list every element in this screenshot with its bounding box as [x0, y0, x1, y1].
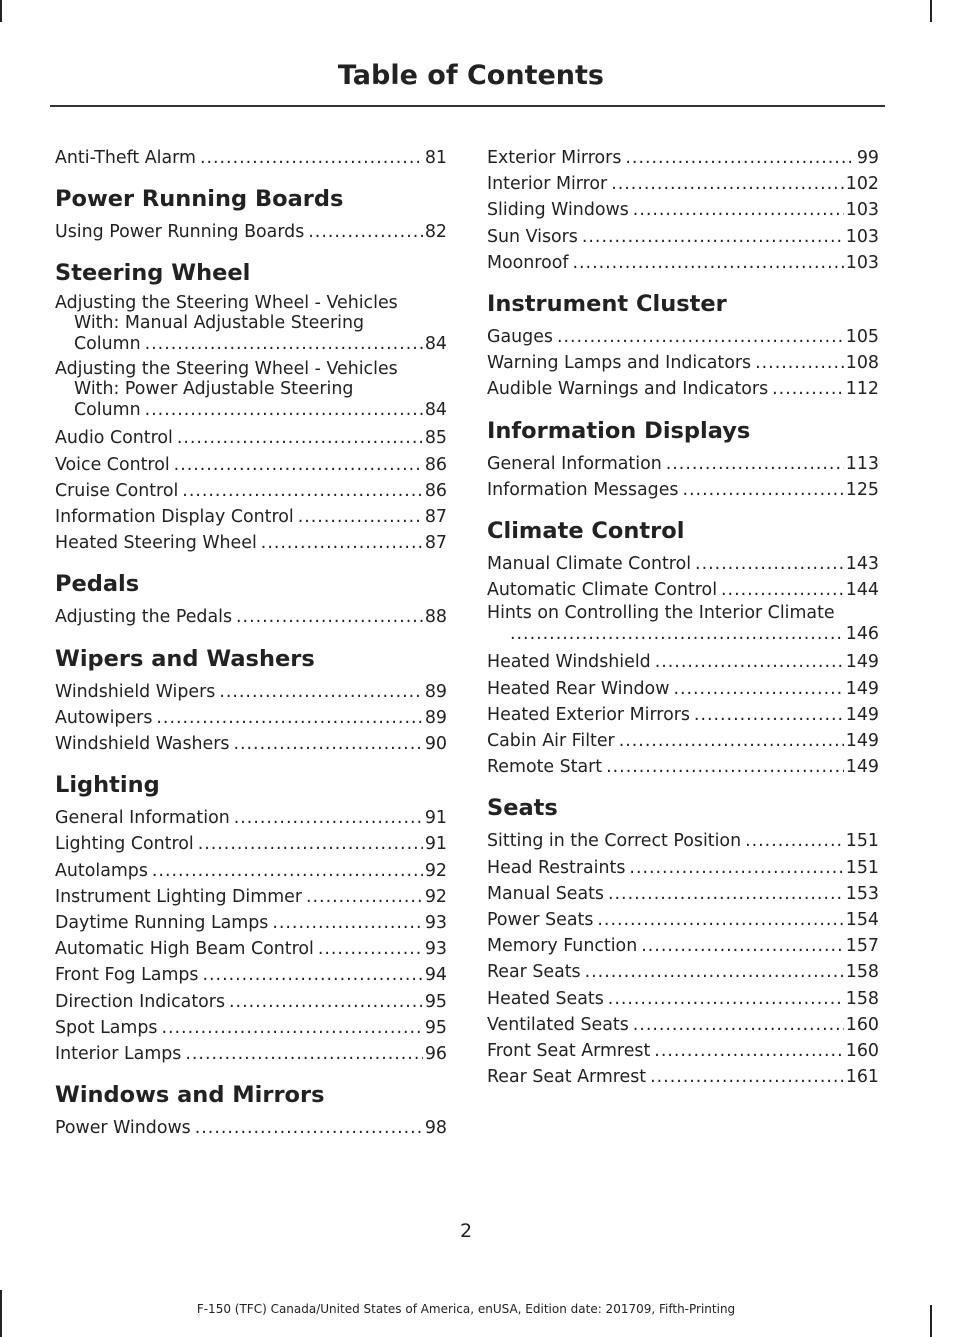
dot-leader [608, 986, 844, 1012]
toc-entry[interactable] [487, 324, 879, 350]
entry-title: Audible Warnings and Indicators [487, 379, 769, 400]
entry-title-line: With: Power Adjustable Steering [74, 379, 354, 400]
dot-leader [198, 831, 423, 857]
entry-title: Heated Seats [487, 988, 604, 1009]
entry-page: 96 [424, 1044, 447, 1065]
entry-title: Interior Lamps [55, 1044, 182, 1065]
dot-leader [161, 1015, 422, 1041]
dot-leader [611, 171, 844, 197]
page-title: Table of Contents [337, 60, 604, 91]
dot-leader [755, 350, 844, 376]
entry-page: 146 [845, 624, 879, 645]
entry-title-line: Adjusting the Steering Wheel - Vehicles [55, 293, 398, 314]
toc-entry[interactable] [55, 504, 447, 530]
toc-column-right [487, 145, 879, 1090]
section-heading: Seats [487, 795, 558, 822]
entry-page: 86 [424, 454, 447, 475]
toc-entry[interactable] [487, 881, 879, 907]
entry-title: Spot Lamps [55, 1017, 158, 1038]
toc-entry[interactable] [487, 907, 879, 933]
dot-leader [318, 936, 423, 962]
dot-leader [298, 504, 423, 530]
entry-page: 157 [845, 936, 879, 957]
page-number: 2 [459, 1220, 473, 1242]
toc-entry[interactable] [487, 676, 879, 702]
toc-entry[interactable] [487, 224, 879, 250]
entry-title: Adjusting the Pedals [55, 607, 233, 628]
toc-entry[interactable] [55, 604, 447, 630]
toc-entry[interactable] [487, 1064, 879, 1090]
entry-page: 149 [845, 757, 879, 778]
dot-leader [650, 1064, 844, 1090]
dot-leader [572, 250, 843, 276]
entry-title: Cabin Air Filter [487, 731, 615, 752]
entry-page: 158 [845, 988, 879, 1009]
section-heading: Lighting [55, 772, 160, 799]
entry-title: Front Seat Armrest [487, 1041, 651, 1062]
dot-leader [641, 933, 844, 959]
toc-entry[interactable] [55, 478, 447, 504]
toc-entry[interactable] [487, 828, 879, 854]
toc-entry[interactable] [55, 425, 447, 451]
entry-page: 108 [845, 353, 879, 374]
section-heading: Wipers and Washers [55, 645, 315, 672]
dot-leader [673, 676, 843, 702]
entry-title: Gauges [487, 327, 553, 348]
entry-page: 82 [424, 222, 447, 243]
entry-page: 149 [845, 678, 879, 699]
dot-leader [182, 478, 423, 504]
toc-entry[interactable] [55, 989, 447, 1015]
toc-entry[interactable] [487, 477, 879, 503]
entry-title: General Information [55, 808, 230, 829]
crop-mark-top-right [930, 0, 932, 22]
entry-title: Rear Seats [487, 962, 581, 983]
toc-entry[interactable] [487, 649, 879, 675]
entry-title: Cruise Control [55, 480, 179, 501]
entry-page: 113 [845, 453, 879, 474]
entry-page: 81 [424, 148, 447, 168]
entry-title: Head Restraints [487, 857, 626, 878]
entry-title: Moonroof [487, 252, 569, 273]
entry-title-last: Column [74, 334, 141, 355]
entry-page: 95 [424, 1017, 447, 1038]
section-heading: Climate Control [487, 518, 685, 545]
entry-page: 160 [845, 1014, 879, 1035]
entry-page: 112 [845, 379, 879, 400]
entry-title: Daytime Running Lamps [55, 913, 269, 934]
entry-page: 98 [424, 1118, 447, 1139]
dot-leader [177, 425, 423, 451]
entry-page: 93 [424, 913, 447, 934]
entry-title: Manual Climate Control [487, 554, 692, 575]
entry-page: 85 [424, 428, 447, 449]
entry-title: Automatic High Beam Control [55, 939, 314, 960]
toc-entry[interactable] [55, 705, 447, 731]
toc-entry[interactable] [487, 986, 879, 1012]
entry-title: Heated Steering Wheel [55, 533, 257, 554]
entry-page: 125 [845, 479, 879, 500]
toc-entry[interactable] [487, 933, 879, 959]
dot-leader [308, 219, 423, 245]
toc-entry[interactable] [487, 197, 879, 223]
entry-title: Anti-Theft Alarm [55, 148, 196, 168]
toc-entry[interactable] [487, 551, 879, 577]
toc-entry[interactable] [55, 936, 447, 962]
entry-title: Exterior Mirrors [487, 148, 622, 168]
toc-entry[interactable] [487, 1038, 879, 1064]
entry-page: 151 [845, 857, 879, 878]
dot-leader [694, 702, 844, 728]
entry-title: General Information [487, 453, 662, 474]
entry-title-line: Hints on Controlling the Interior Climate [487, 603, 835, 624]
dot-leader [233, 731, 422, 757]
entry-page: 92 [424, 886, 447, 907]
dot-leader [585, 959, 844, 985]
entry-page: 84 [424, 334, 447, 355]
entry-title-line: Adjusting the Steering Wheel - Vehicles [55, 359, 398, 380]
entry-title: Automatic Climate Control [487, 580, 718, 601]
dot-leader [145, 333, 423, 355]
entry-page: 149 [845, 731, 879, 752]
section-heading: Power Running Boards [55, 186, 344, 213]
dot-leader [152, 858, 423, 884]
dot-leader [200, 145, 423, 171]
toc-entry[interactable] [487, 702, 879, 728]
entry-page: 89 [424, 681, 447, 702]
dot-leader [272, 910, 423, 936]
entry-page: 153 [845, 883, 879, 904]
entry-page: 86 [424, 480, 447, 501]
toc-entry[interactable] [487, 1012, 879, 1038]
entry-title: Remote Start [487, 757, 603, 778]
dot-leader [582, 224, 844, 250]
dot-leader [174, 452, 423, 478]
entry-page: 151 [845, 831, 879, 852]
entry-title: Audio Control [55, 428, 173, 449]
entry-title: Warning Lamps and Indicators [487, 353, 752, 374]
section-heading: Steering Wheel [55, 260, 251, 287]
entry-page: 103 [845, 226, 879, 247]
toc-entry[interactable] [55, 145, 447, 171]
entry-title-line: With: Manual Adjustable Steering [74, 313, 365, 334]
entry-page: 84 [424, 400, 447, 421]
entry-page: 144 [845, 580, 879, 601]
dot-leader [654, 1038, 844, 1064]
dot-leader [306, 884, 423, 910]
dot-leader [219, 679, 423, 705]
dot-leader [185, 1041, 423, 1067]
section-heading: Instrument Cluster [487, 291, 727, 318]
toc-entry[interactable] [55, 530, 447, 556]
entry-page: 87 [424, 507, 447, 528]
entry-last-line [487, 623, 879, 645]
entry-title: Power Windows [55, 1118, 191, 1139]
toc-entry[interactable] [55, 452, 447, 478]
entry-title: Windshield Washers [55, 734, 230, 755]
dot-leader [608, 881, 844, 907]
section-heading: Windows and Mirrors [55, 1082, 325, 1109]
dot-leader [695, 551, 844, 577]
entry-page: 102 [845, 174, 879, 195]
entry-page: 158 [845, 962, 879, 983]
toc-entry[interactable] [487, 728, 879, 754]
dot-leader [721, 577, 844, 603]
toc-entry[interactable] [55, 731, 447, 757]
dot-leader [625, 145, 854, 171]
entry-page: 103 [845, 252, 879, 273]
dot-leader [633, 1012, 844, 1038]
entry-title: Memory Function [487, 936, 638, 957]
entry-title: Information Messages [487, 479, 679, 500]
entry-title: Using Power Running Boards [55, 222, 305, 243]
entry-title: Heated Exterior Mirrors [487, 704, 690, 725]
dot-leader [234, 805, 423, 831]
entry-page: 154 [845, 910, 879, 931]
entry-page: 87 [424, 533, 447, 554]
toc-entry[interactable] [487, 959, 879, 985]
toc-column-left [55, 145, 447, 1141]
entry-title: Power Seats [487, 910, 594, 931]
entry-title: Instrument Lighting Dimmer [55, 886, 302, 907]
entry-title: Manual Seats [487, 883, 604, 904]
entry-title: Sitting in the Correct Position [487, 831, 742, 852]
toc-entry[interactable] [55, 219, 447, 245]
dot-leader [229, 989, 423, 1015]
entry-title: Direction Indicators [55, 991, 226, 1012]
entry-title: Interior Mirror [487, 174, 608, 195]
entry-page: 161 [845, 1067, 879, 1088]
dot-leader [236, 604, 423, 630]
dot-leader [195, 1115, 423, 1141]
entry-page: 88 [424, 607, 447, 628]
toc-entry[interactable] [55, 679, 447, 705]
entry-page: 160 [845, 1041, 879, 1062]
entry-page: 95 [424, 991, 447, 1012]
dot-leader [156, 705, 422, 731]
entry-last-line [55, 333, 447, 355]
toc-entry[interactable] [487, 577, 879, 603]
toc-entry[interactable] [487, 350, 879, 376]
entry-page: 91 [424, 808, 447, 829]
dot-leader [655, 649, 844, 675]
entry-page: 90 [424, 734, 447, 755]
toc-entry-multiline[interactable] [487, 603, 879, 645]
dot-leader [145, 399, 423, 421]
edition-line: F-150 (TFC) Canada/United States of America, enUSA, Edition date: 201709, Fifth-Printing [196, 1302, 736, 1316]
entry-title: Rear Seat Armrest [487, 1067, 647, 1088]
entry-page: 149 [845, 704, 879, 725]
toc-entry[interactable] [55, 858, 447, 884]
entry-page: 92 [424, 860, 447, 881]
toc-entry[interactable] [487, 451, 879, 477]
entry-title: Front Fog Lamps [55, 965, 199, 986]
entry-title-last: Column [74, 400, 141, 421]
entry-page: 94 [424, 965, 447, 986]
entry-title: Sliding Windows [487, 200, 629, 221]
entry-title: Windshield Wipers [55, 681, 216, 702]
toc-entry[interactable] [55, 910, 447, 936]
entry-page: 143 [845, 554, 879, 575]
toc-entry-multiline[interactable] [55, 359, 447, 421]
dot-leader [510, 623, 844, 645]
toc-entry[interactable] [487, 250, 879, 276]
dot-leader [606, 754, 844, 780]
entry-page: 149 [845, 652, 879, 673]
entry-page: 91 [424, 834, 447, 855]
entry-page: 99 [856, 148, 879, 168]
section-heading: Information Displays [487, 417, 751, 444]
dot-leader [682, 477, 843, 503]
section-heading: Pedals [55, 571, 140, 598]
toc-entry[interactable] [55, 1115, 447, 1141]
toc-entry[interactable] [55, 884, 447, 910]
entry-title: Lighting Control [55, 834, 194, 855]
dot-leader [629, 855, 843, 881]
toc-entry[interactable] [487, 376, 879, 402]
entry-title: Autowipers [55, 707, 153, 728]
entry-title: Sun Visors [487, 226, 578, 247]
dot-leader [557, 324, 844, 350]
toc-entry[interactable] [487, 754, 879, 780]
toc-entry[interactable] [55, 962, 447, 988]
entry-last-line [55, 399, 447, 421]
entry-title: Ventilated Seats [487, 1014, 629, 1035]
dot-leader [772, 376, 844, 402]
entry-page: 103 [845, 200, 879, 221]
dot-leader [745, 828, 844, 854]
toc-entry[interactable] [487, 855, 879, 881]
dot-leader [597, 907, 843, 933]
entry-title: Autolamps [55, 860, 148, 881]
entry-title: Heated Windshield [487, 652, 651, 673]
toc-entry-multiline[interactable] [55, 293, 447, 355]
toc-entry[interactable] [55, 805, 447, 831]
toc-entry[interactable] [487, 171, 879, 197]
dot-leader [619, 728, 844, 754]
entry-page: 93 [424, 939, 447, 960]
dot-leader [261, 530, 423, 556]
toc-entry[interactable] [487, 145, 879, 171]
dot-leader [666, 451, 844, 477]
crop-mark-top-left [0, 0, 2, 22]
dot-leader [633, 197, 844, 223]
entry-title: Information Display Control [55, 507, 294, 528]
toc-entry[interactable] [55, 1041, 447, 1067]
entry-title: Heated Rear Window [487, 678, 670, 699]
entry-page: 105 [845, 327, 879, 348]
entry-title: Voice Control [55, 454, 170, 475]
toc-entry[interactable] [55, 831, 447, 857]
entry-page: 89 [424, 707, 447, 728]
dot-leader [203, 962, 423, 988]
toc-entry[interactable] [55, 1015, 447, 1041]
header-rule [50, 105, 885, 107]
